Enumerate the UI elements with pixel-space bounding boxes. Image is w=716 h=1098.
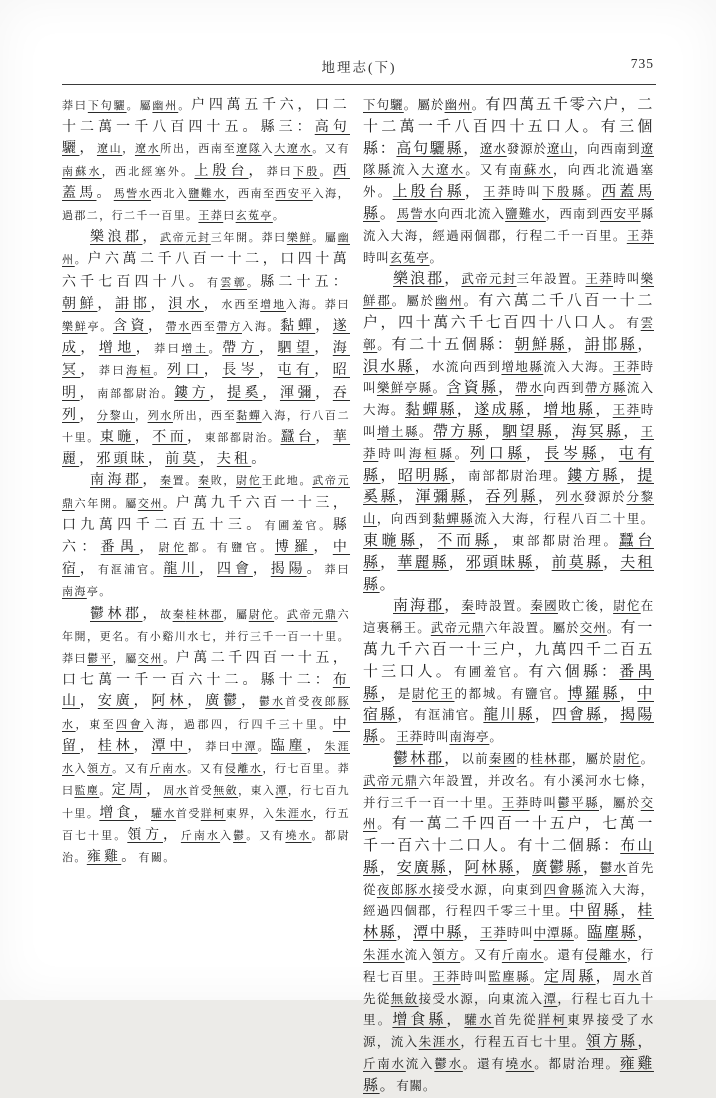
paragraph: 南海郡，秦時設置。秦國敗亡後，尉佗在這裏稱王。武帝元鼎六年設置。屬於交州。有一萬九千六百一十三户，九萬四千二百五十三口人。有圃羞官。有六個縣：番禺縣，是尉佗王的都城。有鹽官。博羅縣，中宿縣，有洭浦官。龍川縣，四會縣，揭陽縣。王莽時叫南海亭。 bbox=[363, 598, 655, 746]
running-head bbox=[62, 56, 656, 80]
paragraph: 鬱林郡，故秦桂林郡，屬尉佗。武帝元鼎六年開，更名。有小谿川水七，并行三千一百一十里。莽曰鬱平，屬交州。户萬二千四百一十五，口七萬一千一百六十二。縣十二：布山，安廣，阿林，廣鬱，鬱水首受夜郎豚水，東至四會入海，過郡四，行四千三十里。中留，桂林，潭中，莽曰中潭。臨塵，朱涯水入領方。又有斤南水。又有侵離水，行七百里。莽曰監塵。定周，周水首受無斂，東入潭，行七百九十里。增食，驩水首受牂柯東界，入朱涯水，行五百七十里。領方，斤南水入鬱。又有墝水。都尉治。雍雞。有關。 bbox=[62, 606, 351, 865]
paragraph: 樂浪郡，武帝元封三年開。莽曰樂鮮。屬幽州。户六萬二千八百一十二，口四十萬六千七百四十八。有雲鄣。縣二十五：朝鮮，䛁邯，浿水，水西至增地入海。莽曰樂鮮亭。含資，帶水西至帶方入海。黏蟬，遂成，增地，莽曰增土。帶方，駟望，海冥，莽曰海桓。列口，長岑，屯有，昭明，南部都尉治。鏤方，提奚，渾彌，吞列，分黎山，列水所出，西至黏蟬入海，行八百二十里。東暆，不而，東部都尉治。蠶台，華麗，邪頭昧，前莫，夫租。 bbox=[62, 230, 351, 468]
text-columns bbox=[62, 85, 656, 1098]
left-column-classical-text bbox=[62, 95, 350, 1098]
paragraph: 樂浪郡，武帝元封三年設置。王莽時叫樂鮮郡。屬於幽州。有六萬二千八百一十二户，四十萬六千七百四十八口人。有雲鄣。有二十五個縣：朝鮮縣，䛁邯縣，浿水縣，水流向西到增地縣流入大海。王莽時叫樂鮮亭縣。含資縣，帶水向西到帶方縣流入大海。黏蟬縣，遂成縣，增地縣，王莽時叫增土縣。帶方縣，駟望縣，海冥縣，王莽時叫海桓縣。列口縣，長岑縣，屯有縣，昭明縣，南部都尉治理。鏤方縣，提奚縣，渾彌縣，吞列縣，列水發源於分黎山，向西到黏蟬縣流入大海，行程八百二十里。東暆縣，不而縣，東部都尉治理。蠶台縣，華麗縣，邪頭昧縣，前莫縣，夫租縣。 bbox=[363, 271, 655, 593]
paragraph: 莽曰下句驪。屬幽州。户四萬五千六，口二十二萬一千八百四十五。縣三：高句驪，遼山，遼水所出，西南至遼隊入大遼水。又有南蘇水，西北經塞外。上殷台，莽曰下殷。西蓋馬。馬訾水西北入鹽難水，西南至西安平入海，過郡二，行二千一百里。王莽曰玄菟亭。 bbox=[62, 98, 351, 223]
right-column-translation-text bbox=[363, 95, 654, 1098]
page-number: 735 bbox=[630, 56, 654, 71]
page-title: 地理志(下) bbox=[321, 60, 397, 75]
paragraph: 下句驪。屬於幽州。有四萬五千零六户，二十二萬一千八百四十五口人。有三個縣：高句驪縣，遼水發源於遼山，向西南到遼隊縣流入大遼水。又有南蘇水，向西北流過塞外。上殷台縣，王莽時叫下殷縣。西蓋馬縣。馬訾水向西北流入鹽難水，西南到西安平縣流入大海，經過兩個郡，行程二千一百里。王莽時叫玄菟亭。 bbox=[363, 97, 654, 265]
paragraph: 鬱林郡，以前秦國的桂林郡，屬於尉佗。武帝元鼎六年設置，并改名。有小溪河水七條，并行三千一百一十里。王莽時叫鬱平縣，屬於交州。有一萬二千四百一十五户，七萬一千一百六十二口人。有十二個縣：布山縣，安廣縣，阿林縣，廣鬱縣，鬱水首先從夜郎豚水接受水源，向東到四會縣流入大海，經過四個郡，行程四千零三十里。中留縣，桂林縣，潭中縣，王莽時叫中潭縣。臨塵縣，朱涯水流入領方。又有斤南水。還有侵離水，行程七百里。王莽時叫監塵縣。定周縣，周水首先從無斂接受水源，向東流入潭，行程七百九十里。增食縣，驩水首先從牂柯東界接受了水源，流入朱涯水，行程五百七十里。領方縣，斤南水流入鬱水。還有墝水。都尉治理。雍雞縣。有關。 bbox=[363, 750, 655, 1094]
paragraph: 南海郡，秦置。秦敗，尉佗王此地。武帝元鼎六年開。屬交州。户萬九千六百一十三，口九萬四千二百五十三。有圃羞官。縣六：番禺，尉佗都。有鹽官。博羅，中宿，有洭浦官。龍川，四會，揭陽。莽曰南海亭。 bbox=[62, 473, 351, 599]
